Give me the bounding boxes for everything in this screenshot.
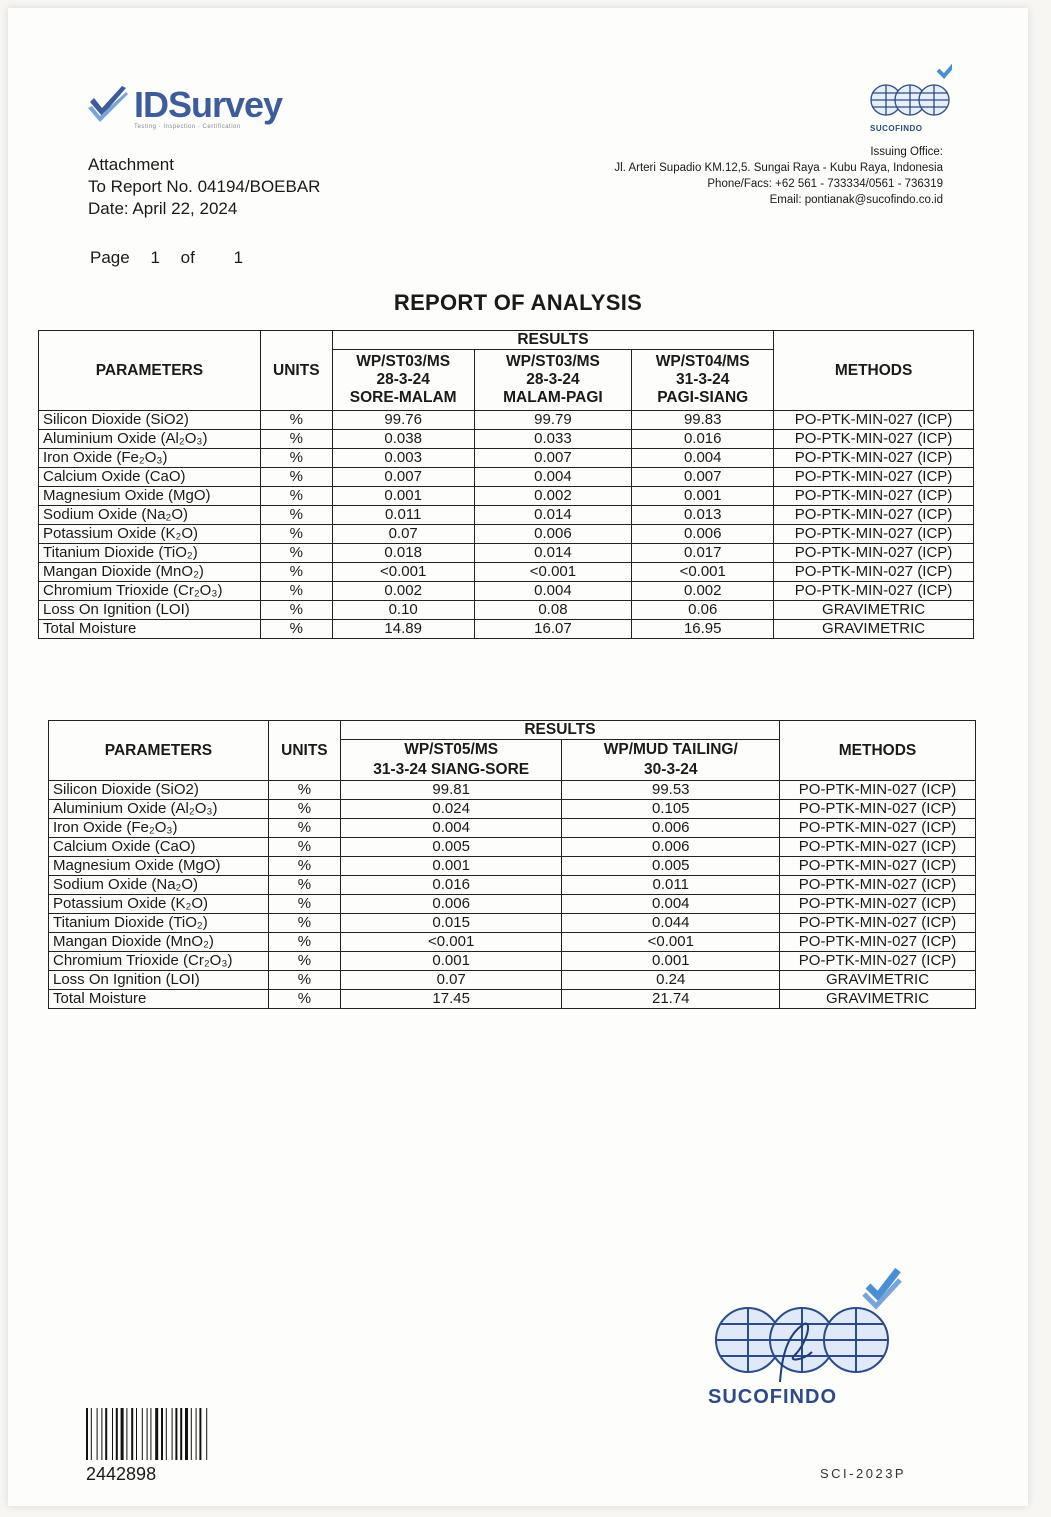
row-method: PO-PTK-MIN-027 (ICP) <box>780 876 976 895</box>
row-result-value: 0.002 <box>332 582 474 601</box>
row-result-value: 16.95 <box>632 620 774 639</box>
row-result-value: 99.79 <box>474 411 632 430</box>
idsurvey-tagline: Testing · Inspection · Certification <box>134 124 241 130</box>
row-result-value: 0.011 <box>562 876 780 895</box>
barcode-bar <box>116 1408 118 1460</box>
row-result-value: 0.001 <box>340 952 562 971</box>
row-result-value: 16.07 <box>474 620 632 639</box>
row-method: GRAVIMETRIC <box>774 620 974 639</box>
barcode-number: 2442898 <box>86 1464 157 1484</box>
row-parameter: Sodium Oxide (Na₂O) <box>49 876 269 895</box>
row-result-value: 0.017 <box>632 544 774 563</box>
analysis-table-2-body <box>49 781 976 1009</box>
row-parameter: Magnesium Oxide (MgO) <box>39 487 261 506</box>
page-of: of <box>180 248 195 267</box>
row-result-value: <0.001 <box>474 563 632 582</box>
sample-id: WP/ST03/MS <box>356 353 451 370</box>
barcode-bar <box>142 1408 143 1460</box>
row-method: PO-PTK-MIN-027 (ICP) <box>780 914 976 933</box>
row-result-value: 0.006 <box>474 525 632 544</box>
row-method: PO-PTK-MIN-027 (ICP) <box>774 525 974 544</box>
row-unit: % <box>268 971 340 990</box>
row-result-value: 0.005 <box>562 857 780 876</box>
table-row <box>39 487 974 506</box>
table-row <box>39 468 974 487</box>
sample-id: WP/ST03/MS <box>506 353 600 370</box>
row-result-value: 99.76 <box>332 411 474 430</box>
row-parameter: Iron Oxide (Fe₂O₃) <box>39 449 261 468</box>
row-unit: % <box>260 582 332 601</box>
row-result-value: 0.001 <box>332 487 474 506</box>
row-method: PO-PTK-MIN-027 (ICP) <box>774 506 974 525</box>
row-parameter: Loss On Ignition (LOI) <box>49 971 269 990</box>
table-row <box>49 990 976 1009</box>
table-row <box>49 895 976 914</box>
attachment-block <box>88 154 320 220</box>
row-unit: % <box>260 506 332 525</box>
row-result-value: 0.007 <box>474 449 632 468</box>
barcode-bar <box>126 1408 127 1460</box>
row-unit: % <box>260 449 332 468</box>
row-method: PO-PTK-MIN-027 (ICP) <box>774 544 974 563</box>
barcode-bar <box>150 1408 151 1460</box>
table-row <box>39 430 974 449</box>
row-method: PO-PTK-MIN-027 (ICP) <box>780 800 976 819</box>
row-result-value: 14.89 <box>332 620 474 639</box>
row-parameter: Sodium Oxide (Na₂O) <box>39 506 261 525</box>
row-parameter: Aluminium Oxide (Al₂O₃) <box>39 430 261 449</box>
row-unit: % <box>268 819 340 838</box>
barcode-bar <box>131 1408 133 1460</box>
barcode-bar <box>105 1408 107 1460</box>
row-unit: % <box>260 620 332 639</box>
page-label: Page <box>90 248 130 267</box>
barcode-bar <box>86 1408 88 1460</box>
row-method: PO-PTK-MIN-027 (ICP) <box>780 857 976 876</box>
idsurvey-check-icon <box>86 84 130 126</box>
row-parameter: Aluminium Oxide (Al₂O₃) <box>49 800 269 819</box>
row-parameter: Silicon Dioxide (SiO2) <box>39 411 261 430</box>
row-result-value: 0.002 <box>474 487 632 506</box>
sample-id: WP/ST04/MS <box>655 353 750 370</box>
issuing-office-phone: Phone/Facs: +62 561 - 733334/0561 - 736319 <box>707 178 943 190</box>
row-result-value: 0.10 <box>332 601 474 620</box>
row-result-value: 0.011 <box>332 506 474 525</box>
row-parameter: Chromium Trioxide (Cr₂O₃) <box>39 582 261 601</box>
barcode-bar <box>180 1408 182 1460</box>
barcode-bar <box>172 1408 173 1460</box>
row-method: PO-PTK-MIN-027 (ICP) <box>774 449 974 468</box>
row-method: PO-PTK-MIN-027 (ICP) <box>774 411 974 430</box>
row-result-value: 0.08 <box>474 601 632 620</box>
row-result-value: 0.006 <box>340 895 562 914</box>
header-units: UNITS <box>268 721 340 781</box>
barcode-bar <box>136 1408 137 1460</box>
table-row <box>39 582 974 601</box>
analysis-table-2 <box>48 720 976 1009</box>
row-method: GRAVIMETRIC <box>780 990 976 1009</box>
row-parameter: Chromium Trioxide (Cr₂O₃) <box>49 952 269 971</box>
row-method: PO-PTK-MIN-027 (ICP) <box>774 430 974 449</box>
row-method: GRAVIMETRIC <box>774 601 974 620</box>
sample-date: 31-3-24 <box>676 371 730 388</box>
sucofindo-globe-icon <box>868 62 952 122</box>
header-methods: METHODS <box>774 331 974 411</box>
report-number: To Report No. 04194/BOEBAR <box>88 177 321 196</box>
table-row <box>49 971 976 990</box>
row-method: PO-PTK-MIN-027 (ICP) <box>780 952 976 971</box>
sample-date: 30-3-24 <box>644 761 698 778</box>
row-method: PO-PTK-MIN-027 (ICP) <box>780 819 976 838</box>
row-parameter: Total Moisture <box>39 620 261 639</box>
row-unit: % <box>268 990 340 1009</box>
sample-shift: PAGI-SIANG <box>657 389 749 406</box>
row-result-value: 0.006 <box>562 838 780 857</box>
row-unit: % <box>260 430 332 449</box>
row-result-value: 0.07 <box>332 525 474 544</box>
row-unit: % <box>260 544 332 563</box>
table-row <box>49 933 976 952</box>
sucofindo-logo-text: SUCOFINDO <box>870 124 923 133</box>
barcode-bar <box>97 1408 98 1460</box>
barcode-bar <box>191 1408 192 1460</box>
row-result-value: 0.005 <box>340 838 562 857</box>
barcode-bar <box>206 1408 207 1460</box>
row-result-value: 0.007 <box>332 468 474 487</box>
row-result-value: 0.001 <box>340 857 562 876</box>
table-row <box>39 449 974 468</box>
row-method: PO-PTK-MIN-027 (ICP) <box>780 781 976 800</box>
row-result-value: 0.024 <box>340 800 562 819</box>
row-unit: % <box>260 468 332 487</box>
row-method: PO-PTK-MIN-027 (ICP) <box>780 895 976 914</box>
row-method: GRAVIMETRIC <box>780 971 976 990</box>
row-result-value: 0.006 <box>632 525 774 544</box>
barcode-bar <box>101 1408 102 1460</box>
table-row <box>49 781 976 800</box>
table-row <box>49 857 976 876</box>
header-parameters: PARAMETERS <box>39 331 261 411</box>
row-result-value: 0.006 <box>562 819 780 838</box>
row-unit: % <box>268 857 340 876</box>
row-parameter: Titanium Dioxide (TiO₂) <box>49 914 269 933</box>
row-result-value: 0.07 <box>340 971 562 990</box>
sucofindo-logo-top <box>868 62 952 134</box>
row-result-value: 0.06 <box>632 601 774 620</box>
row-unit: % <box>268 800 340 819</box>
row-result-value: <0.001 <box>332 563 474 582</box>
table-row <box>39 506 974 525</box>
row-method: PO-PTK-MIN-027 (ICP) <box>774 563 974 582</box>
sample-header <box>562 740 780 781</box>
table-row <box>39 620 974 639</box>
issuing-office-address: Jl. Arteri Supadio KM.12,5. Sungai Raya - Kubu Raya, Indonesia <box>614 162 943 174</box>
row-result-value: 0.004 <box>562 895 780 914</box>
row-result-value: 0.001 <box>632 487 774 506</box>
row-unit: % <box>260 563 332 582</box>
sample-header <box>332 350 474 411</box>
barcode-bar <box>147 1408 148 1460</box>
row-unit: % <box>260 525 332 544</box>
row-parameter: Potassium Oxide (K₂O) <box>39 525 261 544</box>
table-row <box>39 601 974 620</box>
row-method: PO-PTK-MIN-027 (ICP) <box>774 487 974 506</box>
table-row <box>39 544 974 563</box>
barcode-icon <box>84 1408 230 1460</box>
row-method: PO-PTK-MIN-027 (ICP) <box>774 582 974 601</box>
row-result-value: 0.038 <box>332 430 474 449</box>
row-result-value: 0.018 <box>332 544 474 563</box>
barcode-bar <box>91 1408 92 1460</box>
page-current: 1 <box>150 248 160 267</box>
report-date: Date: April 22, 2024 <box>88 199 238 218</box>
row-result-value: 0.033 <box>474 430 632 449</box>
row-result-value: 0.016 <box>340 876 562 895</box>
barcode-bar <box>175 1408 177 1460</box>
page-total: 1 <box>233 248 244 267</box>
row-result-value: 99.83 <box>632 411 774 430</box>
row-unit: % <box>268 781 340 800</box>
barcode-bar <box>112 1408 113 1460</box>
header-results: RESULTS <box>340 721 779 740</box>
sample-date: 31-3-24 SIANG-SORE <box>373 761 530 778</box>
row-parameter: Loss On Ignition (LOI) <box>39 601 261 620</box>
row-unit: % <box>268 895 340 914</box>
table-row <box>39 525 974 544</box>
sucofindo-globe-icon <box>708 1264 908 1384</box>
barcode-bar <box>161 1408 163 1460</box>
barcode-bar <box>199 1408 201 1460</box>
row-result-value: 0.105 <box>562 800 780 819</box>
row-result-value: 21.74 <box>562 990 780 1009</box>
sample-id: WP/ST05/MS <box>404 741 499 758</box>
header-parameters: PARAMETERS <box>49 721 269 781</box>
row-result-value: <0.001 <box>340 933 562 952</box>
row-result-value: 17.45 <box>340 990 562 1009</box>
row-result-value: 0.007 <box>632 468 774 487</box>
row-result-value: 0.013 <box>632 506 774 525</box>
row-result-value: <0.001 <box>632 563 774 582</box>
row-parameter: Calcium Oxide (CaO) <box>39 468 261 487</box>
row-result-value: 0.014 <box>474 544 632 563</box>
row-unit: % <box>268 952 340 971</box>
row-unit: % <box>268 914 340 933</box>
page-title: REPORT OF ANALYSIS <box>393 290 643 315</box>
row-result-value: 0.004 <box>474 582 632 601</box>
row-parameter: Iron Oxide (Fe₂O₃) <box>49 819 269 838</box>
form-code: SCI-2023P <box>820 1466 907 1481</box>
idsurvey-logo <box>86 84 283 130</box>
row-unit: % <box>260 601 332 620</box>
table-row <box>39 563 974 582</box>
table-row <box>49 838 976 857</box>
row-result-value: <0.001 <box>562 933 780 952</box>
sample-date: 28-3-24 <box>526 371 580 388</box>
table-row <box>49 876 976 895</box>
row-unit: % <box>268 838 340 857</box>
barcode-bar <box>121 1408 124 1460</box>
table-row <box>49 800 976 819</box>
issuing-office <box>614 144 943 208</box>
row-parameter: Potassium Oxide (K₂O) <box>49 895 269 914</box>
table-row <box>49 819 976 838</box>
barcode-bar <box>155 1408 158 1460</box>
row-method: PO-PTK-MIN-027 (ICP) <box>774 468 974 487</box>
row-parameter: Mangan Dioxide (MnO₂) <box>39 563 261 582</box>
row-parameter: Mangan Dioxide (MnO₂) <box>49 933 269 952</box>
page-indicator <box>90 248 259 268</box>
table-row <box>49 952 976 971</box>
header-units: UNITS <box>260 331 332 411</box>
row-result-value: 0.014 <box>474 506 632 525</box>
row-result-value: 0.003 <box>332 449 474 468</box>
issuing-office-email: Email: pontianak@sucofindo.co.id <box>769 194 943 206</box>
row-result-value: 99.53 <box>562 781 780 800</box>
sample-id: WP/MUD TAILING/ <box>603 741 738 758</box>
row-parameter: Magnesium Oxide (MgO) <box>49 857 269 876</box>
row-parameter: Total Moisture <box>49 990 269 1009</box>
sample-shift: MALAM-PAGI <box>503 389 603 406</box>
attachment-label: Attachment <box>88 155 174 174</box>
sample-header <box>632 350 774 411</box>
row-result-value: 99.81 <box>340 781 562 800</box>
row-result-value: 0.004 <box>340 819 562 838</box>
issuing-office-label: Issuing Office: <box>870 146 943 158</box>
row-result-value: 0.016 <box>632 430 774 449</box>
analysis-table-1-body <box>39 411 974 639</box>
row-result-value: 0.001 <box>562 952 780 971</box>
sucofindo-stamp-text: SUCOFINDO <box>708 1386 837 1408</box>
row-method: PO-PTK-MIN-027 (ICP) <box>780 838 976 857</box>
row-parameter: Silicon Dioxide (SiO2) <box>49 781 269 800</box>
row-result-value: 0.002 <box>632 582 774 601</box>
sucofindo-stamp <box>708 1264 908 1414</box>
row-parameter: Calcium Oxide (CaO) <box>49 838 269 857</box>
barcode-bar <box>185 1408 188 1460</box>
idsurvey-logo-text: IDSurvey <box>134 84 283 125</box>
header-methods: METHODS <box>780 721 976 781</box>
row-result-value: 0.24 <box>562 971 780 990</box>
row-result-value: 0.004 <box>632 449 774 468</box>
sample-date: 28-3-24 <box>376 371 430 388</box>
sample-shift: SORE-MALAM <box>349 389 457 406</box>
row-method: PO-PTK-MIN-027 (ICP) <box>780 933 976 952</box>
analysis-table-1 <box>38 330 974 639</box>
row-unit: % <box>268 933 340 952</box>
row-result-value: 0.044 <box>562 914 780 933</box>
sample-header <box>340 740 562 781</box>
row-unit: % <box>260 487 332 506</box>
row-unit: % <box>260 411 332 430</box>
row-result-value: 0.004 <box>474 468 632 487</box>
table-row <box>39 411 974 430</box>
report-page <box>8 8 1028 1506</box>
row-parameter: Titanium Dioxide (TiO₂) <box>39 544 261 563</box>
header-results: RESULTS <box>332 331 773 350</box>
table-row <box>49 914 976 933</box>
row-unit: % <box>268 876 340 895</box>
row-result-value: 0.015 <box>340 914 562 933</box>
barcode-bar <box>196 1408 197 1460</box>
barcode-bar <box>166 1408 167 1460</box>
sample-header <box>474 350 632 411</box>
